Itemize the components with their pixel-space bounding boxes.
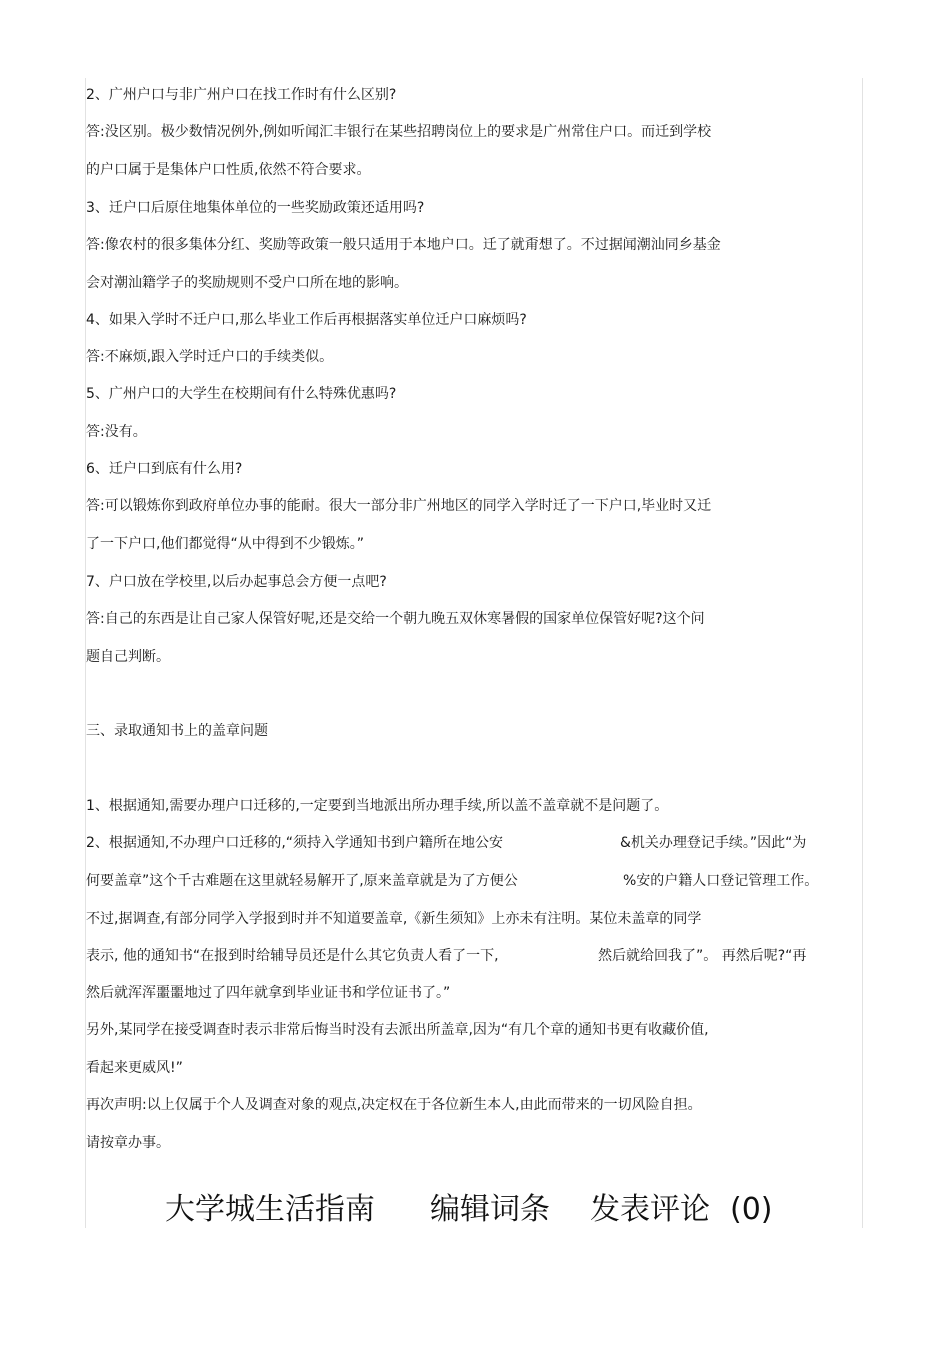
survey-line-3: 然后就浑浑噩噩地过了四年就拿到毕业证书和学位证书了。” (86, 985, 451, 1001)
regret-line-2: 看起来更威风!” (86, 1060, 183, 1076)
answer-5: 答:没有。 (86, 424, 147, 440)
answer-2-line-2: 的户口属于是集体户口性质,依然不符合要求。 (86, 162, 371, 178)
comment-count: (0) (730, 1192, 773, 1227)
regret-line-1: 另外,某同学在接受调查时表示非常后悔当时没有去派出所盖章,因为“有几个章的通知书更有收藏价值, (86, 1022, 709, 1038)
answer-6-line-1: 答:可以锻炼你到政府单位办事的能耐。很大一部分非广州地区的同学入学时迁了一下户口,毕业时又迁 (86, 498, 712, 514)
survey-line-2-part-2: 然后就给回我了”。 再然后呢?“再 (598, 948, 807, 964)
stamp-item-1: 1、根据通知,需要办理户口迁移的,一定要到当地派出所办理手续,所以盖不盖章就不是问题了。 (86, 798, 669, 814)
question-7: 7、户口放在学校里,以后办起事总会方便一点吧? (86, 574, 387, 590)
answer-3-line-2: 会对潮汕籍学子的奖励规则不受户口所在地的影响。 (86, 275, 408, 291)
survey-line-1: 不过,据调查,有部分同学入学报到时并不知道要盖章,《新生须知》上亦未有注明。某位未盖章的同学 (86, 911, 702, 927)
section-3-heading: 三、录取通知书上的盖章问题 (86, 723, 268, 739)
answer-7-line-2: 题自己判断。 (86, 649, 170, 665)
closing-note: 请按章办事。 (86, 1135, 170, 1151)
stamp-item-2-line-2-part-1: 何要盖章”这个千古难题在这里就轻易解开了,原来盖章就是为了方便公 (86, 873, 518, 889)
post-comment-link[interactable]: 发表评论 (590, 1192, 710, 1227)
answer-4: 答:不麻烦,跟入学时迁户口的手续类似。 (86, 349, 334, 365)
answer-3-line-1: 答:像农村的很多集体分红、奖励等政策一般只适用于本地户口。迁了就甭想了。不过据闻潮汕同乡基金 (86, 237, 721, 253)
question-6: 6、迁户口到底有什么用? (86, 461, 243, 477)
question-3: 3、迁户口后原住地集体单位的一些奖励政策还适用吗? (86, 200, 425, 216)
stamp-item-2-part-2: &机关办理登记手续。”因此“为 (620, 835, 807, 851)
answer-6-line-2: 了一下户口,他们都觉得“从中得到不少锻炼。” (86, 536, 364, 552)
right-margin-rule (862, 78, 863, 1228)
stamp-item-2-line-2-part-2: %安的户籍人口登记管理工作。 (623, 873, 819, 889)
answer-2-line-1: 答:没区别。极少数情况例外,例如听闻汇丰银行在某些招聘岗位上的要求是广州常住户口。而迁到学校 (86, 124, 712, 140)
edit-entry-link[interactable]: 编辑词条 (430, 1192, 550, 1227)
disclaimer: 再次声明:以上仅属于个人及调查对象的观点,决定权在于各位新生本人,由此而带来的一切风险自担。 (86, 1097, 702, 1113)
answer-7-line-1: 答:自己的东西是让自己家人保管好呢,还是交给一个朝九晚五双休寒暑假的国家单位保管好呢?这个问 (86, 611, 705, 627)
question-5: 5、广州户口的大学生在校期间有什么特殊优惠吗? (86, 386, 397, 402)
guide-title-link[interactable]: 大学城生活指南 (165, 1192, 375, 1227)
survey-line-2-part-1: 表示, 他的通知书“在报到时给辅导员还是什么其它负责人看了一下, (86, 948, 499, 964)
stamp-item-2-part-1: 2、根据通知,不办理户口迁移的,“须持入学通知书到户籍所在地公安 (86, 835, 504, 851)
question-4: 4、如果入学时不迁户口,那么毕业工作后再根据落实单位迁户口麻烦吗? (86, 312, 527, 328)
question-2: 2、广州户口与非广州户口在找工作时有什么区别? (86, 87, 397, 103)
